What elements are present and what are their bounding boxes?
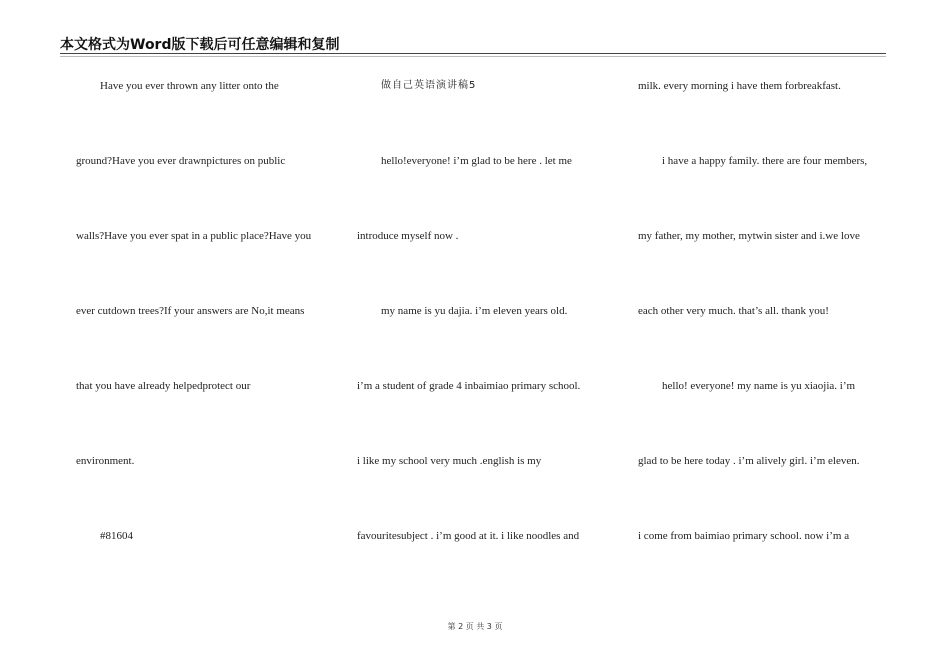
col2-line: i’m a student of grade 4 inbaimiao primary school. <box>357 380 581 392</box>
col1-line: #81604 <box>100 530 133 542</box>
col1-line: ever cutdown trees?If your answers are No,it means <box>76 305 305 317</box>
col1-line: Have you ever thrown any litter onto the <box>100 80 279 92</box>
page-header <box>60 34 886 54</box>
col3-line: glad to be here today . i’m alively girl. i’m eleven. <box>638 455 860 467</box>
col3-line: each other very much. that’s all. thank you! <box>638 305 829 317</box>
col2-line: i like my school very much .english is my <box>357 455 542 467</box>
col3-line: i come from baimiao primary school. now i’m a <box>638 530 850 542</box>
col2-line: introduce myself now . <box>357 230 459 242</box>
section-heading: 做自己英语演讲稿5 <box>381 80 477 91</box>
col1-line: walls?Have you ever spat in a public place?Have you <box>76 230 312 242</box>
col2-line: favouritesubject . i’m good at it. i like noodles and <box>357 530 580 542</box>
header-divider <box>60 56 886 57</box>
col1-line: that you have already helpedprotect our <box>76 380 251 392</box>
col1-line: environment. <box>76 455 135 467</box>
col2-line: hello!everyone! i’m glad to be here . let me <box>381 155 572 167</box>
col3-line: i have a happy family. there are four members, <box>662 155 868 167</box>
col2-line: my name is yu dajia. i’m eleven years old. <box>381 305 568 317</box>
col3-line: my father, my mother, mytwin sister and i.we love <box>638 230 860 242</box>
col3-line: hello! everyone! my name is yu xiaojia. i’m <box>662 380 856 392</box>
header-title: 本文格式为Word版下载后可任意编辑和复制 <box>60 37 340 53</box>
col1-line: ground?Have you ever drawnpictures on public <box>76 155 286 167</box>
page-footer: 第 2 页 共 3 页 <box>447 622 503 631</box>
col3-line: milk. every morning i have them forbreakfast. <box>638 80 841 92</box>
